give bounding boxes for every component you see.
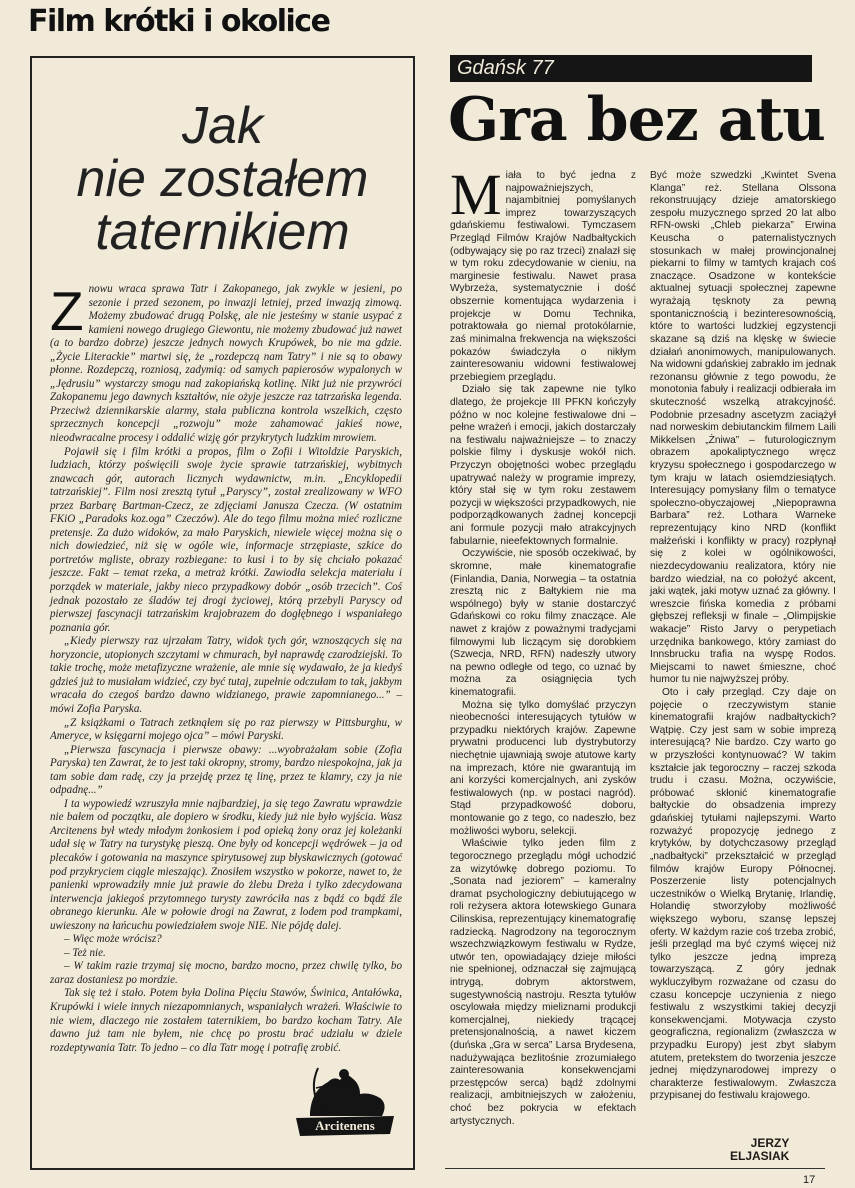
left-paragraph-4: „Z książkami o Tatrach zetknąłem się po raz pierwszy w Pittsburghu, w Ameryce, w księgarni mojego ojca” – mówi Paryski.: [50, 716, 402, 743]
kicker-bar: [450, 55, 812, 82]
right-column-1: [450, 162, 636, 1128]
left-paragraph-8: – Też nie.: [64, 946, 106, 959]
author-first-name: JERZY: [750, 1136, 790, 1150]
left-title-line-3: taternikiem: [95, 203, 350, 261]
left-paragraph-3: „Kiedy pierwszy raz ujrzałam Tatry, widok tych gór, wznoszących się na horyzoncie, utopionych szczytami w chmurach, był naprawdę czarodziejski. To takie trochę, może metafizyczne wrażenie, ale mnie się wydawało, że ja kiedyś gdzieś już to musiałam widzieć, czy być tutaj, zupełnie odczułam to tak, jakbym wracała do czegoś bardzo dawno widzianego, prawie zapomnianego...” – mówi Zofia Paryska.: [50, 635, 402, 715]
page-number: 17: [803, 1174, 816, 1186]
right-col1-paragraph-2: Działo się tak zapewne nie tylko dlatego, że projekcje III PFKN kończyły późno w noc kolejne festiwalowe dni – pełne wrażeń i emocji, jakich dostarczały na festiwalu najważniejsze – to znaczy polskie filmy i dyskusje wokół nich. Przyczyn obojętności wobec przeglądu upatrywać należy w programie imprezy, który stał się w tym roku zestawem pozycji w większości przypadkowych, nie podporządkowanych żadnej koncepcji ani formule pozycji mało atrakcyjnych fabularnie, nieefektownych formalnie.: [450, 384, 636, 547]
left-drop-cap: Z: [50, 280, 84, 342]
left-paragraph-6: I ta wypowiedź wzruszyła mnie najbardziej, ja się tego Zawratu wprawdzie nie bałem od początku, ale dopiero w środku, kiedy już nie było wyjścia. Wasz Arcitenens był wtedy młodym żonkosiem i pod opieką żony oraz jej koleżanki udał się w Tatry na turystykę pieszą. One były od koncepcji wędrówek – ja od plecaków i gotowania na maszynce spirytusowej zup błyskawicznych (gotować pod przykryciem ciągle mieszając). Znosiłem wszystko w pokorze, nawet to, że panienki wprowadziły mnie już prawie do żlebu Dreża i tylko zdecydowana interwencja jakiegoś przytomnego turysty zawróciła nas z bądź co bądź źle obranego kierunku. Ale w połowie drogi na Zawrat, z lodem pod trampkami, uwieszony na łańcuchu powiedziałem swoje NIE. Nie pójdę dalej.: [50, 797, 402, 932]
author-last-name: ELJASIAK: [730, 1149, 790, 1163]
left-paragraph-7: – Więc może wrócisz?: [64, 933, 162, 946]
right-col2-paragraph-2: Oto i cały przegląd. Czy daje on pojęcie o rzeczywistym stanie kinematografii krajów nadbałtyckich? Wątpię. Czy jest sam w sobie imprezą interesującą? Nie bardzo. Czy warto go w przyszłości kontynuować? W takim kształcie jak tegoroczny – raczej szkoda trudu i czasu. Można, oczywiście, próbować skłonić kinematografie bałtyckie do obsadzenia imprezy gdańskiej tytułami najlepszymi. Warto rozważyć propozycję jednego z krytyków, by dotychczasowy przegląd „nadbałtycki” przekształcić w przegląd filmów krajów Europy Północnej. Poszerzenie listy potencjalnych uczestników o Wielką Brytanię, Irlandię, Holandię stworzyłoby możliwość większego wyboru, szansę lepszej oferty. W każdym razie coś trzeba zrobić, jeśli przegląd ma być czymś więcej niż tylko jeszcze jedną imprezą towarzyszącą. Z góry jednak wykluczyłbym rozważane od czasu do czasu koncepcje uczynienia z niego festiwalu z wszystkimi takiej decyzji konsekwencjami. Motywacja czysto geograficzna, regionalizm (zwłaszcza w przypadku Europy) jest zbyt słabym atutem, pretekstem do tworzenia jeszcze jednej międzynarodowej imprezy o charakterze festiwalowym. Zwłaszcza przypisanej do festiwalu krajowego.: [650, 686, 836, 1102]
kicker-text: Gdańsk 77: [457, 57, 554, 79]
left-paragraph-5: „Pierwsza fascynacja i pierwsze obawy: ...wyobrażałam sobie (Zofia Paryska) ten Zawrat, że to jest taki okropny, stromy, bardzo niespokojna, jak ja tam sobie dam radę, czy ja przejdę przez tę linę, przez te klamry, czy ja nie odpadnę...”: [50, 743, 402, 797]
left-article-title: [30, 97, 415, 261]
right-col1-paragraph-1: [450, 162, 636, 384]
right-col1-paragraph-3: Oczywiście, nie sposób oczekiwać, by skromne, małe kinematografie (Finlandia, Dania, Norwegia – ta ostatnia zresztą nic z Bałtykiem nie ma wspólnego) były w stanie dostarczyć Gdańskowi co roku filmy znaczące. Ale nawet z krajów z poważnymi tradycjami filmowymi lub liczącym się dorobkiem (Szwecja, NRD, RFN) nadeszły utwory na pewno odległe od tego, co uznać by można za osiągnięcia tych kinematografii.: [450, 548, 636, 698]
left-paragraph-2: Pojawił się i film krótki a propos, film o Zofii i Witoldzie Paryskich, ludziach, którzy poświęcili swoje życie sprawie tatrzańskiej, wybitnych znawcach gór, autorach licznych wydawnictw, m.in. „Encyklopedii tatrzańskiej”. Film nosi zresztą tytuł „Paryscy”, został zrealizowany w WFO przez Barbarę Bartman-Czecz, ze zdjęciami Janusza Czecza. (W ostatnim FKiO „Paradoks koz.oga” Czeczów). Ale do tego filmu można mieć rozliczne pretensje. Za dużo widoków, za mało Paryskich, niewiele więcej można się o nich dowiedzieć, niż się w ogóle wie, informacje strzępiaste, szkice do portretów mgliste, obrazy rozbiegane: to kusi i to by się chciało pokazać jeszcze. Fakt – temat rzeka, a metraż krótki. Zawiodła selekcja materiału i porządek w materiale, jakby nieco przypadkowy dobór „osób trzecich”. Coś jednak pozostało ze śladów tej drogi życiowej, którą przebyli Paryscy od pierwszej fascynacji tatrzańskim krajobrazem do dogłębnego i wspaniałego poznania gór.: [50, 445, 402, 634]
author-byline: [730, 1137, 789, 1163]
right-col1-paragraph-1-text: iała to być jedna z najpoważniejszych, najambitniej pomyślanych imprez towarzyszących gdańskiemu festiwalowi. Tymczasem Przegląd Filmów Krajów Nadbałtyckich (odbywający się po raz trzeci) znalazł się w tym roku zdecydowanie w cieniu, na marginesie festiwalu. Nawet prasa Wybrzeża, systematycznie i dość obszernie komentująca wydarzenia i projekcje w Domu Technika, potraktowała go niemal protokólarnie, zaś minimalna frekwencja na większości pokazów świadczyła o nikłym zainteresowaniu widowni festiwalowej przebiegiem przeglądu.: [450, 170, 636, 383]
section-title: Film krótki i okolice: [28, 4, 330, 39]
right-article-title: Gra bez atu: [448, 85, 825, 155]
right-column-2: [650, 170, 836, 1103]
logo-text: Arcitenens: [315, 1118, 375, 1133]
left-title-line-2: nie zostałem: [76, 150, 369, 208]
right-col1-paragraph-4: Można się tylko domyślać przyczyn nieobecności interesujących tytułów w przypadku niektórych krajów. Zapewne prywatni producenci lub dystrybutorzy niechętnie ujawniają swoje atutowe karty na imprezach, które nie gwarantują im ani korzyści komercjalnych, ani zysków festiwalowych (np. w postaci nagród). Stąd przypadkowość doboru, montowanie go z tego, co nadeszło, bez możliwości wyboru, selekcji.: [450, 699, 636, 837]
arcitenens-logo: [290, 1060, 400, 1145]
left-article-body: [50, 280, 402, 1055]
left-paragraph-1-text: nowu wraca sprawa Tatr i Zakopanego, jak zwykle w jesieni, po sezonie i przed sezonem, po inwazji letniej, przed inwazją zimową. Możemy zbudować drugą Polskę, ale nie jesteśmy w stanie usypać z kamieni nowego drugiego Giewontu, nie możemy zbudować już nawet (a to bardzo dobrze) jeszcze jednych nowych Krupówek, bo nie ma gdzie. „Życie Literackie” martwi się, że „rozdepczą nam Tatry” i nie są to obawy płonne. Rozdepczą, rozniosą, zadymią: od samych papierosów wypalonych w „Jędrusiu” wystarczy smogu nad zakopiańską kotlinę. Nikt już nie przywróci Zakopanemu jego dawnych kształtów, nie ożyje jeszcze raz tatrzańska legenda. Przeciwż dziennikarskie alarmy, stała publiczna kontrola wszelkich, często sprzecznych koncepcji „rozwoju” może zahamować jakieś nowe, nieodwracalne procesy i oddalić wizję gór przykrytych ludzkim mrowiem.: [50, 283, 402, 445]
right-drop-cap: M: [450, 162, 502, 227]
footer-rule: [445, 1168, 825, 1169]
right-col1-paragraph-5: Właściwie tylko jeden film z tegorocznego przeglądu mógł uchodzić za wizytówkę dobrego poziomu. To „Sonata nad jeziorem” – kameralny dramat psychologiczny debiutującego w roli reżysera aktora łotewskiego Gunara Cilinskisa, reprezentujący kinematografię radziecką. Nagrodzony na tegorocznym wszechzwiązkowym festiwalu w Rydze, utwór ten, opowiadający dzieje miłości nie spełnionej, odznaczał się zajmującą intrygą, dobrym aktorstwem, sugestywnością nastroju. Reszta tytułów oscylowała między mieliznami produkcji komercjalnej, niekiedy trącącej pretensjonalnością, a nawet kiczem (duńska „Gra w serca” Larsa Brydesena, nadużywająca bezlitośnie zrozumiałego zainteresowania konsekwencjami przestępców serca) bądź zdolnymi realizacji, ambitniejszych w założeniu, choć bez pokrycia w efektach artystycznych.: [450, 838, 636, 1127]
left-paragraph-9: – W takim razie trzymaj się mocno, bardzo mocno, przez chwilę tylko, bo zaraz dostaniesz po mordzie.: [50, 960, 402, 986]
left-title-line-1: Jak: [182, 97, 263, 155]
right-col2-paragraph-1: Być może szwedzki „Kwintet Svena Klanga” reż. Stellana Olssona rekonstruujący dzieje amatorskiego zespołu muzycznego sprzed 20 lat albo RFN-owski „Chleb piekarza” Erwina Keuscha o paternalistycznych stosunkach w małej prowincjonalnej piekarni to filmy w tamtych krajach coś znaczące. Osadzone w kontekście aktualnej sytuacji społecznej zapewne wyrażają tęsknoty za pewną spontanicznością i bezinteresownością, które to wartości ludzkiej egzystencji skazane są dziś na klęskę w świecie działań anonimowych, manipulowanych. Na widowni gdańskiej zabrakło im jednak rezonansu głównie z tego powodu, że monotonia fabuły i realizacji odbierała im skuteczność wszelką atrakcyjność. Podobnie przesadny ascetyzm zaciążył nad norweskim debiutanckim filmem Laili Mikkelsen „Żniwa” – futurologicznym obrazem apokaliptycznego wręcz kryzysu społecznego i gospodarczego w tym kraju w latach osiemdziesiątych. Interesujący pomysłany film o tematyce społeczno-obyczajowej „Niepoprawna Barbara” reż. Lothara Warneke reprezentujący kino NRD (konflikt małżeński i konflikty w pracy) rozpłynął się z kolei w ogólnikowości, niezdecydowaniu realizatora, który nie bardzo wiedział, na co położyć akcent, jaki wątek, jaki motyw uznać za główny. I wreszcie fińska komedia z próbami głębszej refleksji w finale – „Olimpijskie wakacje” Risto Jarvy o perypetiach urzędnika bankowego, który zamiast do Innsbrucku trafia na wyspę Rodos. Miejscami to nawet śmieszne, choć humor tu nie najwyższej próby.: [650, 170, 836, 686]
left-paragraph-1: [50, 280, 402, 446]
left-paragraph-10: Tak się też i stało. Potem była Dolina Pięciu Stawów, Świnica, Antałówka, Krupówki i wiele innych niezapomnianych, wspaniałych wrażeń. Właściwie to nie wiem, dlaczego nie zostałem taternikiem, bo bardzo kocham Tatry. Ale dawno już tam nie byłem, nie chcę po prostu brać udziału w dziele rozdeptywania Tatr. To jedno – co dla Tatr mogę i potrafię zrobić.: [50, 987, 402, 1054]
